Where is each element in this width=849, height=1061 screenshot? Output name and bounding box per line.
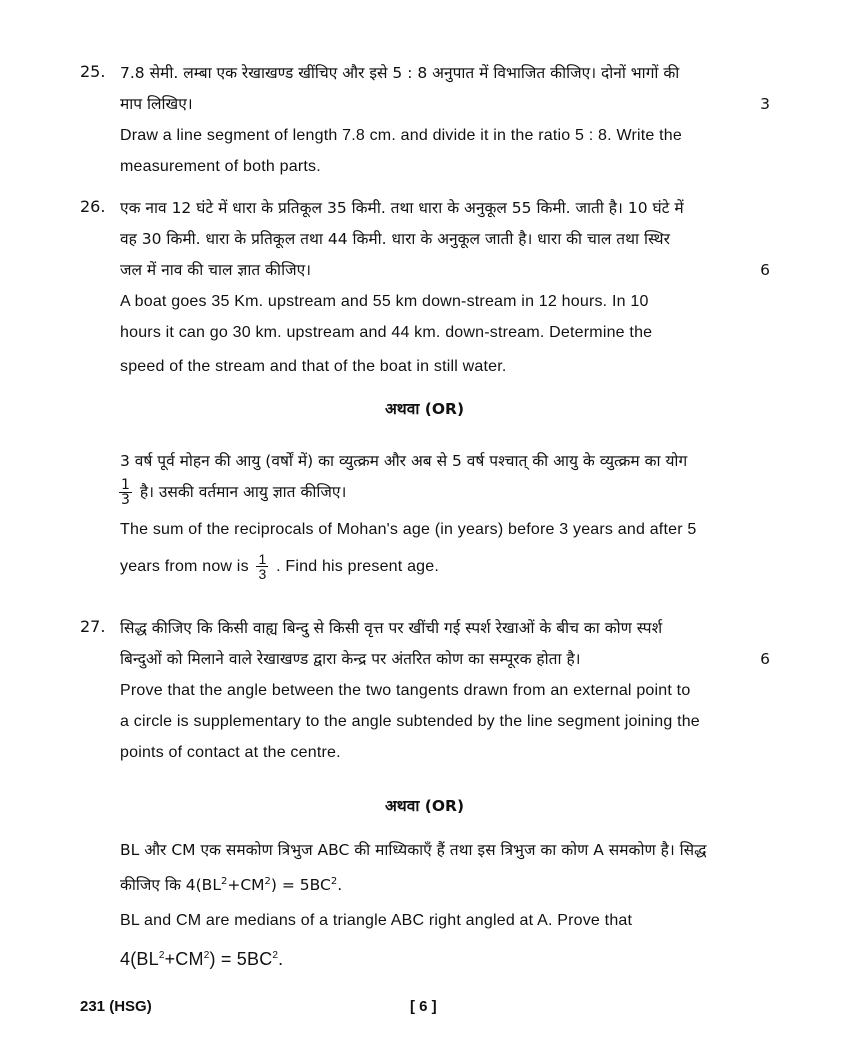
superscript: 2 xyxy=(220,876,228,887)
page-number: [ 6 ] xyxy=(410,998,437,1015)
english-text xyxy=(120,551,770,582)
english-text-part: . xyxy=(278,949,284,970)
hindi-text-part: बिन्दुओं को मिलाने वाले रेखाखण्ड द्वारा केन्द्र पर अंतरित कोण का सम्पूरक होता है। xyxy=(120,650,581,668)
hindi-text: 3 वर्ष पूर्व मोहन की आयु (वर्षों में) का व्युत्क्रम और अब से 5 वर्ष पश्चात् की आयु के व्युत्क्रम का योग xyxy=(120,452,688,470)
english-text-part: 4(BL xyxy=(120,949,159,970)
english-text: hours it can go 30 km. upstream and 44 km. down-stream. Determine the xyxy=(120,324,653,341)
hindi-text: वह 30 किमी. धारा के प्रतिकूल तथा 44 किमी. धारा के अनुकूल जाती है। धारा की चाल तथा स्थिर xyxy=(120,230,670,248)
hindi-text-part: . xyxy=(337,876,343,895)
hindi-text-part: माप लिखिए। xyxy=(120,95,193,113)
english-text: a circle is supplementary to the angle subtended by the line segment joining the xyxy=(120,713,700,730)
english-text-part: years from now is xyxy=(120,558,249,575)
question-number: 25. xyxy=(80,62,106,81)
marks: 3 xyxy=(760,95,770,113)
hindi-text xyxy=(120,644,770,675)
question-27 xyxy=(80,613,770,768)
hindi-text: सिद्ध कीजिए कि किसी वाह्य बिन्दु से किसी वृत्त पर खींची गई स्पर्श रेखाओं के बीच का कोण स्पर्श xyxy=(120,619,663,637)
hindi-text-part: जल में नाव की चाल ज्ञात कीजिए। xyxy=(120,261,312,279)
hindi-text xyxy=(120,255,770,286)
hindi-text-part: कीजिए कि 4(BL xyxy=(120,876,221,895)
hindi-text xyxy=(120,866,770,901)
fraction-numerator: 1 xyxy=(121,477,130,493)
question-26 xyxy=(80,193,770,382)
hindi-text-part: ) = 5BC xyxy=(270,876,331,895)
english-text: A boat goes 35 Km. upstream and 55 km down-stream in 12 hours. In 10 xyxy=(120,293,649,310)
question-number: 26. xyxy=(80,197,106,216)
hindi-text-part: है। उसकी वर्तमान आयु ज्ञात कीजिए। xyxy=(139,483,347,501)
hindi-text: BL और CM एक समकोण त्रिभुज ABC की माध्यिकाएँ हैं तथा इस त्रिभुज का कोण A समकोण है। सिद्ध xyxy=(120,841,707,859)
english-text-part: . Find his present age. xyxy=(276,558,440,575)
hindi-text xyxy=(116,477,770,508)
question-26-alternative xyxy=(80,446,770,582)
english-text-part: ) = 5BC xyxy=(209,949,273,970)
question-25 xyxy=(80,58,770,182)
english-text: BL and CM are medians of a triangle ABC right angled at A. Prove that xyxy=(120,912,633,930)
fraction xyxy=(256,552,268,581)
english-text: speed of the stream and that of the boat in still water. xyxy=(120,358,507,375)
fraction xyxy=(119,478,132,507)
or-separator: अथवा (OR) xyxy=(384,400,465,418)
superscript: 2 xyxy=(272,950,279,962)
question-27-alternative xyxy=(80,835,770,975)
superscript: 2 xyxy=(330,876,338,887)
superscript: 2 xyxy=(158,950,165,962)
marks: 6 xyxy=(760,650,770,668)
hindi-text-part: +CM xyxy=(227,876,265,895)
marks: 6 xyxy=(760,261,770,279)
superscript: 2 xyxy=(264,876,271,887)
hindi-text xyxy=(120,89,770,120)
paper-code: 231 (HSG) xyxy=(80,998,152,1015)
english-text: Prove that the angle between the two tangents drawn from an external point to xyxy=(120,682,691,699)
english-text: The sum of the reciprocals of Mohan's age (in years) before 3 years and after 5 xyxy=(120,521,697,538)
english-text: points of contact at the centre. xyxy=(120,744,341,761)
superscript: 2 xyxy=(203,950,210,962)
fraction-numerator: 1 xyxy=(258,551,267,568)
fraction-denominator: 3 xyxy=(258,566,267,583)
hindi-text: एक नाव 12 घंटे में धारा के प्रतिकूल 35 किमी. तथा धारा के अनुकूल 55 किमी. जाती है। 10 घंटे में xyxy=(120,199,684,217)
fraction-denominator: 3 xyxy=(121,492,130,508)
english-text xyxy=(120,940,770,975)
english-text: Draw a line segment of length 7.8 cm. and divide it in the ratio 5 : 8. Write the xyxy=(120,127,682,144)
hindi-text: 7.8 सेमी. लम्बा एक रेखाखण्ड खींचिए और इसे 5 : 8 अनुपात में विभाजित कीजिए। दोनों भागों की xyxy=(120,64,680,82)
or-separator: अथवा (OR) xyxy=(384,797,465,815)
english-text-part: +CM xyxy=(164,949,204,970)
english-text: measurement of both parts. xyxy=(120,158,321,175)
question-number: 27. xyxy=(80,617,106,636)
